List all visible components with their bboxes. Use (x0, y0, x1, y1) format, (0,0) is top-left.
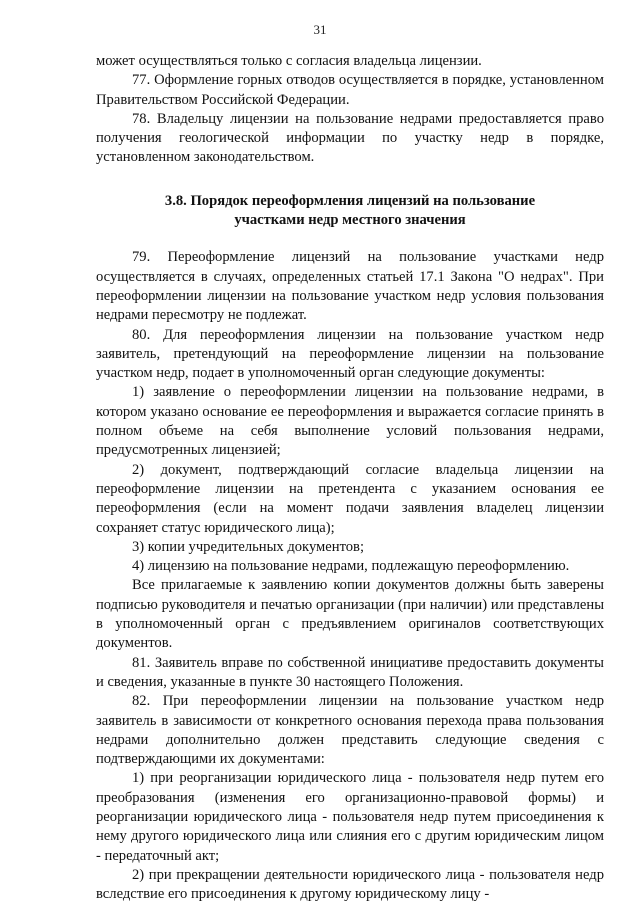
paragraph-79: 79. Переоформление лицензий на пользование участками недр осуществляется в случаях, определенных статьей 17.1 Закона "О недрах". При переоформлении лицензии на пользование участком недр условия пользования недрами пересмотру не подлежат. (96, 249, 604, 324)
section-heading-line-2: участками недр местного значения (234, 212, 466, 229)
paragraph-82: 82. При переоформлении лицензии на пользование участком недр заявитель в зависимости от конкретного основания перехода права пользования недрами дополнительно должен представить следующие сведения с подтверждающими их документами: (96, 693, 604, 768)
paragraph-continuation: может осуществляться только с согласия владельца лицензии. (96, 53, 482, 69)
paragraph-78: 78. Владельцу лицензии на пользование недрами предоставляется право получения геологической информации по участку недр в порядке, установленном законодательством. (96, 110, 604, 166)
section-heading-line-1: 3.8. Порядок переоформления лицензий на пользование (164, 192, 536, 209)
page-number: 31 (313, 22, 327, 37)
list-item-82-2: 2) при прекращении деятельности юридического лица - пользователя недр вследствие его присоединения к другому юридическому лицу - (96, 866, 604, 903)
paragraph-80: 80. Для переоформления лицензии на пользование участком недр заявитель, претендующий на переоформление лицензии на пользование участком недр, подает в уполномоченный орган следующие документы: (96, 326, 604, 382)
document-body (96, 52, 604, 904)
paragraph-77: 77. Оформление горных отводов осуществляется в порядке, установленном Правительством Российской Федерации. (96, 72, 604, 108)
list-item-80-1: 1) заявление о переоформлении лицензии на пользование недрами, в котором указано основание ее переоформления и выражается согласие принять в полном объеме на себя выполнение условий пользования недрами, предусмотренных лицензией; (96, 384, 604, 459)
section-heading (96, 192, 604, 231)
list-item-80-3: 3) копии учредительных документов; (132, 538, 364, 555)
paragraph-81: 81. Заявитель вправе по собственной инициативе предоставить документы и сведения, указанные в пункте 30 настоящего Положения. (96, 654, 604, 690)
paragraph-copies-note: Все прилагаемые к заявлению копии документов должны быть заверены подписью руководителя и печатью организации (при наличии) или представлены в уполномоченный орган с предъявлением оригиналов соответствующих документов. (96, 577, 604, 652)
list-item-80-2: 2) документ, подтверждающий согласие владельца лицензии на переоформление лицензии на претендента с указанием основания ее переоформления (если на момент подачи заявления владелец лицензии сохраняет статус юридического лица); (96, 461, 604, 536)
list-item-80-4: 4) лицензию на пользование недрами, подлежащую переоформлению. (132, 558, 570, 575)
list-item-82-1: 1) при реорганизации юридического лица - пользователя недр путем его преобразования (изменения его организационно-правовой формы) и реорганизации юридического лица - пользователя недр путем присоединения к нему другого юридического лица или слияния его с другим юридическим лицом - передаточный акт; (96, 770, 604, 864)
